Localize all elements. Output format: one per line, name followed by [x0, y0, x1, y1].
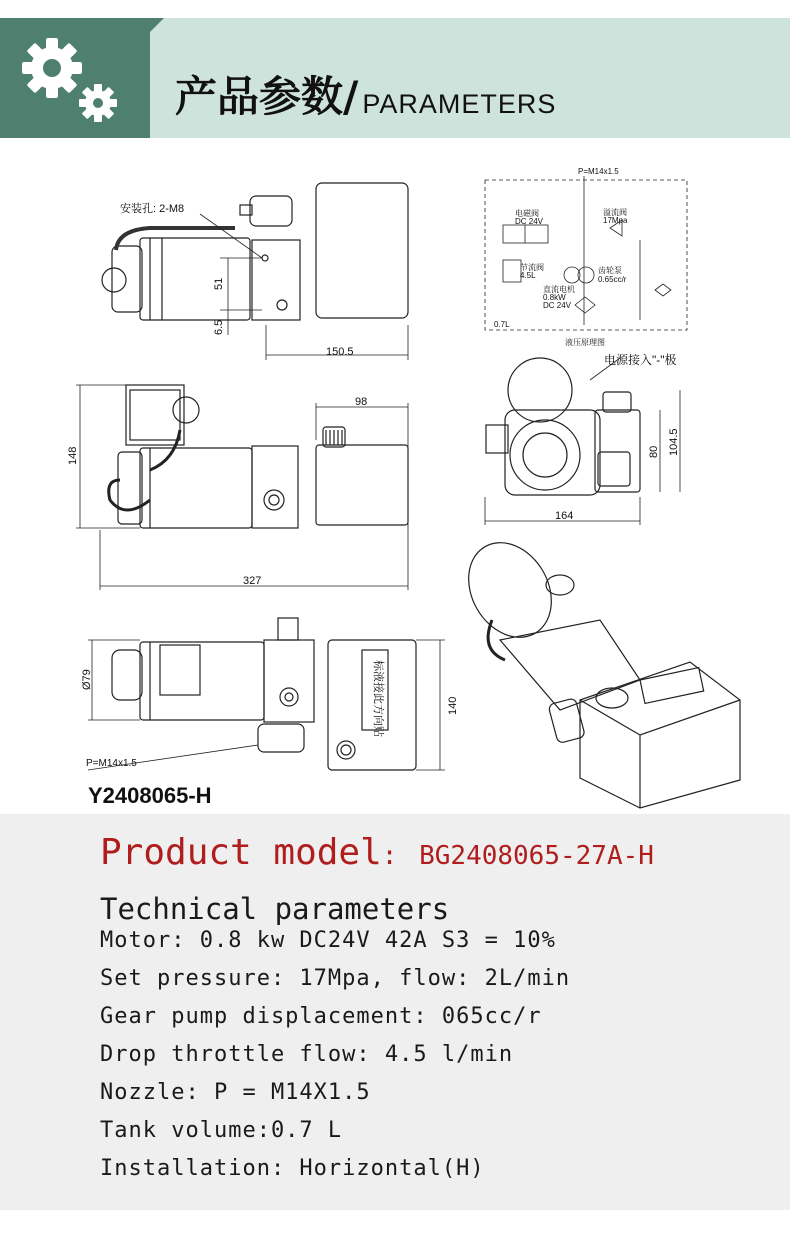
power-note: 电源接入"-"极 — [604, 353, 677, 367]
dim-6-5: 6.5 — [213, 319, 225, 335]
page-title — [175, 58, 557, 121]
technical-parameters-title: Technical parameters — [100, 892, 450, 926]
product-model-value: BG2408065-27A-H — [419, 841, 654, 871]
schematic-throttle-v: 4.5L — [520, 271, 536, 280]
tank-label: 标液接此方向贴 — [372, 660, 384, 737]
dim-327: 327 — [243, 575, 262, 587]
banner-notch — [150, 18, 164, 32]
dim-79: Ø79 — [81, 669, 93, 690]
dim-51: 51 — [213, 277, 225, 290]
spec-motor: Motor: 0.8 kw DC24V 42A S3 = 10% — [100, 928, 556, 953]
schematic-solenoid: 电磁阀 — [515, 209, 539, 218]
product-model-line — [100, 832, 654, 873]
header-icon-box — [0, 18, 150, 138]
dim-150-5: 150.5 — [326, 346, 354, 358]
title-english: PARAMETERS — [362, 89, 557, 119]
dim-104-5: 104.5 — [668, 428, 680, 456]
spec-gear-pump: Gear pump displacement: 065cc/r — [100, 1004, 542, 1029]
schematic-gear-pump-v: 0.65cc/r — [598, 275, 627, 284]
spec-throttle: Drop throttle flow: 4.5 l/min — [100, 1042, 514, 1067]
schematic-solenoid-v: DC 24V — [515, 217, 544, 226]
gears-icon — [0, 18, 150, 138]
schematic-motor-v: DC 24V — [543, 301, 572, 310]
dim-98: 98 — [355, 396, 368, 408]
mount-holes-label: 安装孔: 2-M8 — [120, 203, 185, 215]
isometric-view — [452, 528, 740, 808]
end-view — [485, 358, 680, 525]
dim-140: 140 — [447, 696, 459, 715]
spec-installation: Installation: Horizontal(H) — [100, 1156, 485, 1181]
title-chinese: 产品参数/ — [175, 72, 359, 121]
schematic-throttle: 节流阀 — [520, 263, 544, 272]
schematic-tank: 0.7L — [494, 320, 510, 329]
model-code: Y2408065-H — [88, 783, 212, 808]
product-model-label: Product model — [100, 832, 382, 873]
schematic-gear-pump: 齿轮泵 — [598, 266, 622, 275]
dim-80: 80 — [648, 445, 660, 458]
bottom-top-view — [88, 618, 445, 770]
port-label: P=M14x1.5 — [86, 758, 137, 769]
schematic-motor-kw: 0.8kW — [543, 293, 566, 302]
technical-drawing — [0, 150, 790, 810]
schematic-port: P=M14x1.5 — [578, 167, 619, 176]
dim-164: 164 — [555, 510, 574, 522]
schematic-relief-p: 17Mpa — [603, 216, 628, 225]
dim-148: 148 — [67, 446, 79, 465]
product-model-sep: : — [381, 841, 398, 871]
schematic-motor: 直流电机 — [543, 285, 575, 294]
middle-front-view — [76, 385, 408, 590]
schematic-caption: 液压原理图 — [565, 338, 605, 347]
spec-nozzle: Nozzle: P = M14X1.5 — [100, 1080, 371, 1105]
schematic-relief: 溢流阀 — [603, 208, 627, 217]
spec-pressure: Set pressure: 17Mpa, flow: 2L/min — [100, 966, 571, 991]
spec-tank: Tank volume:0.7 L — [100, 1118, 343, 1143]
hydraulic-schematic — [485, 176, 687, 330]
